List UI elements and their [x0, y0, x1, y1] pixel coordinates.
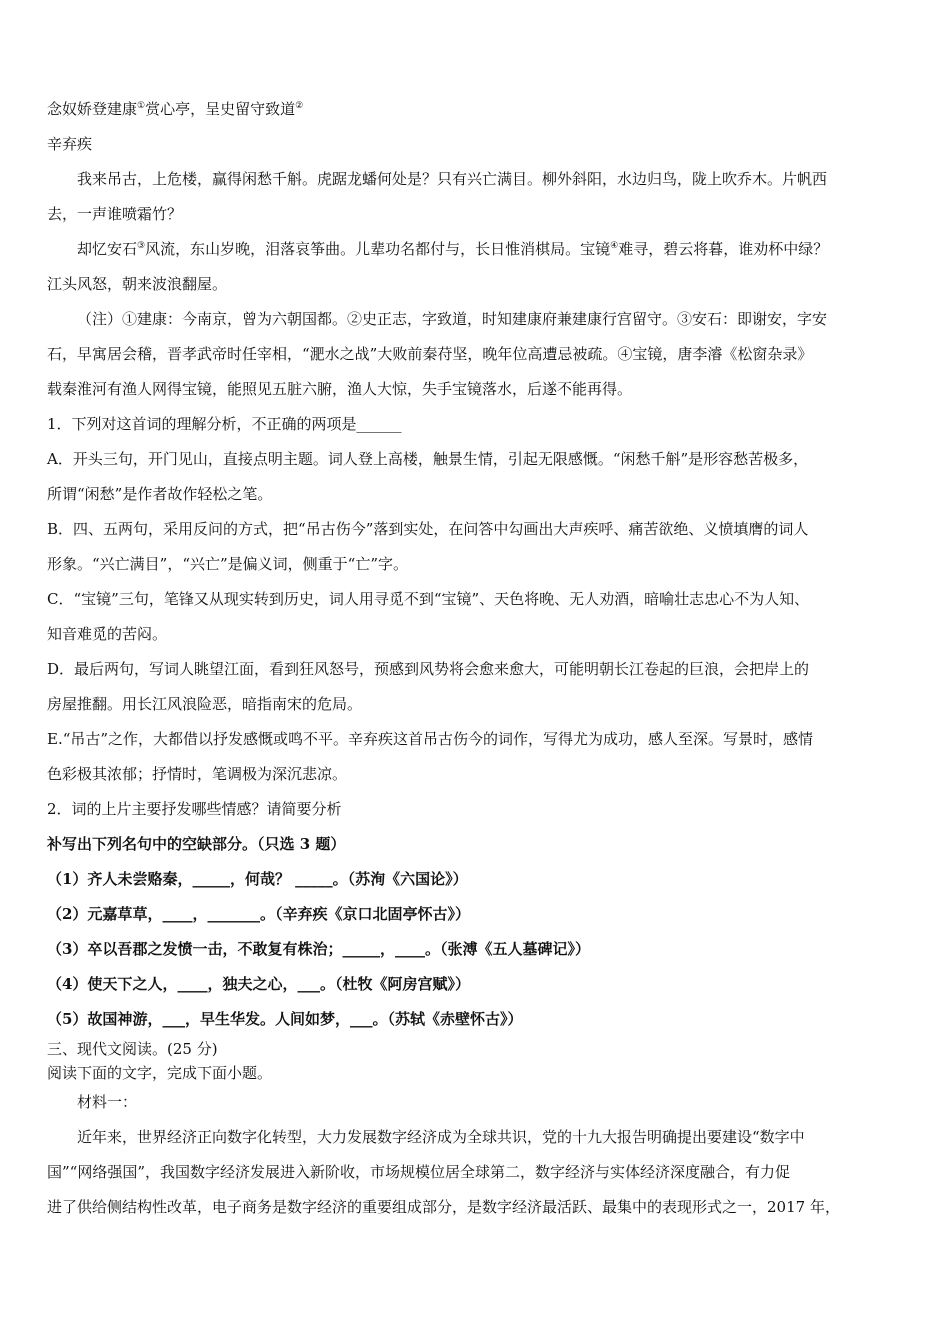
poem-title-pre: 念奴娇登建康: [47, 100, 138, 118]
q1-option-b-line2: 形象。“兴亡满目”，“兴亡”是偏义词，侧重于“亡”字。: [47, 555, 409, 573]
poem-stanza2-line2: 江头风怒，朝来波浪翻屋。: [47, 275, 228, 293]
q1-option-d-line1: D．最后两句，写词人眺望江面，看到狂风怒号，预感到风势将会愈来愈大，可能明朝长江卷起的巨浪，会把岸上的: [47, 660, 810, 678]
document-page: [47, 92, 912, 1225]
q1-option-c-line2: 知音难觅的苦闷。: [47, 625, 168, 643]
poem-stanza2-part-b: 风流，东山岁晚，泪落哀筝曲。儿辈功名都付与，长日惟消棋局。宝镜: [145, 240, 611, 258]
section3-instruction: 阅读下面的文字，完成下面小题。: [47, 1064, 273, 1082]
poem-note3: ③: [137, 241, 146, 251]
poem-stanza2-line1: [47, 232, 912, 267]
q1-option-b-line1: B．四、五两句，采用反问的方式，把“吊古伤今”落到实处，在问答中勾画出大声疾呼、痛苦欲绝、义愤填膺的词人: [47, 520, 809, 538]
fill-item: （2）元嘉草草，____，_______。（辛弃疾《京口北固亭怀古》）: [47, 905, 470, 923]
poem-note4: ④: [610, 241, 619, 251]
fill-item: （5）故国神游，___，早生华发。人间如梦，___。（苏轼《赤壁怀古》）: [47, 1010, 523, 1028]
poem-title: [47, 92, 912, 127]
q1-stem: 1．下列对这首词的理解分析，不正确的两项是______: [47, 415, 402, 433]
poem-stanza1-line1: 我来吊古，上危楼，赢得闲愁千斛。虎踞龙蟠何处是？只有兴亡满目。柳外斜阳，水边归鸟，陇上吹乔木。片帆西: [77, 170, 828, 188]
poem-title-note2: ②: [295, 101, 304, 111]
q1-option-a-line2: 所谓“闲愁”是作者故作轻松之笔。: [47, 485, 273, 503]
section3-para-line1: 近年来，世界经济正向数字化转型，大力发展数字经济成为全球共识，党的十九大报告明确提出要建设“数字中: [77, 1128, 805, 1146]
fill-heading: 补写出下列名句中的空缺部分。（只选 3 题）: [47, 835, 346, 853]
q2-stem: 2．词的上片主要抒发哪些情感？请简要分析: [47, 800, 342, 818]
section3-heading: 三、现代文阅读。(25 分): [47, 1040, 218, 1058]
poem-stanza2-part-a: 却忆安石: [77, 240, 138, 258]
fill-item: （3）卒以吾郡之发愤一击，不敢复有株治；_____，____。（张溥《五人墓碑记》）: [47, 940, 590, 958]
q1-option-c-line1: C．“宝镜”三句，笔锋又从现实转到历史，词人用寻觅不到“宝镜”、天色将晚、无人劝酒，暗喻壮志忠心不为人知、: [47, 590, 810, 608]
section3-para-line3: 进了供给侧结构性改革，电子商务是数字经济的重要组成部分，是数字经济最活跃、最集中的表现形式之一，2017 年，: [47, 1198, 840, 1216]
poem-notes-line2: 石，早寓居会稽，晋孝武帝时任宰相，“淝水之战”大败前秦苻坚，晚年位高遭忌被疏。④宝镜，唐李濬《松窗杂录》: [47, 345, 813, 363]
q1-option-a-line1: A．开头三句，开门见山，直接点明主题。词人登上高楼，触景生情，引起无限感慨。“闲愁千斛”是形容愁苦极多，: [47, 450, 809, 468]
poem-title-mid: 赏心亭，呈史留守致道: [145, 100, 296, 118]
q1-option-d-line2: 房屋推翻。用长江风浪险恶，暗指南宋的危局。: [47, 695, 363, 713]
q1-option-e-line2: 色彩极其浓郁；抒情时，笔调极为深沉悲凉。: [47, 765, 348, 783]
poem-stanza2-part-c: 难寻，碧云将暮，谁劝杯中绿？: [618, 240, 829, 258]
poem-notes-line3: 载秦淮河有渔人网得宝镜，能照见五脏六腑，渔人大惊，失手宝镜落水，后遂不能再得。: [47, 380, 633, 398]
poem-stanza1-line2: 去，一声谁喷霜竹？: [47, 205, 183, 223]
fill-item: （1）齐人未尝赂秦，_____，何哉？ _____。（苏洵《六国论》）: [47, 870, 468, 888]
poem-title-note1: ①: [137, 101, 146, 111]
section3-para-line2: 国”“网络强国”，我国数字经济发展进入新阶收，市场规模位居全球第二，数字经济与实体经济深度融合，有力促: [47, 1163, 791, 1181]
q1-option-e-line1: E.“吊古”之作，大都借以抒发感慨或鸣不平。辛弃疾这首吊古伤今的词作，写得尤为成功，感人至深。写景时，感情: [47, 730, 814, 748]
fill-item: （4）使天下之人，____，独夫之心，___。（杜牧《阿房宫赋》）: [47, 975, 470, 993]
section3-material-label: 材料一：: [77, 1093, 138, 1111]
poem-author: 辛弃疾: [47, 135, 93, 153]
poem-notes-line1: （注）①建康：今南京，曾为六朝国都。②史正志，字致道，时知建康府兼建康行宫留守。③安石：即谢安，字安: [77, 310, 828, 328]
